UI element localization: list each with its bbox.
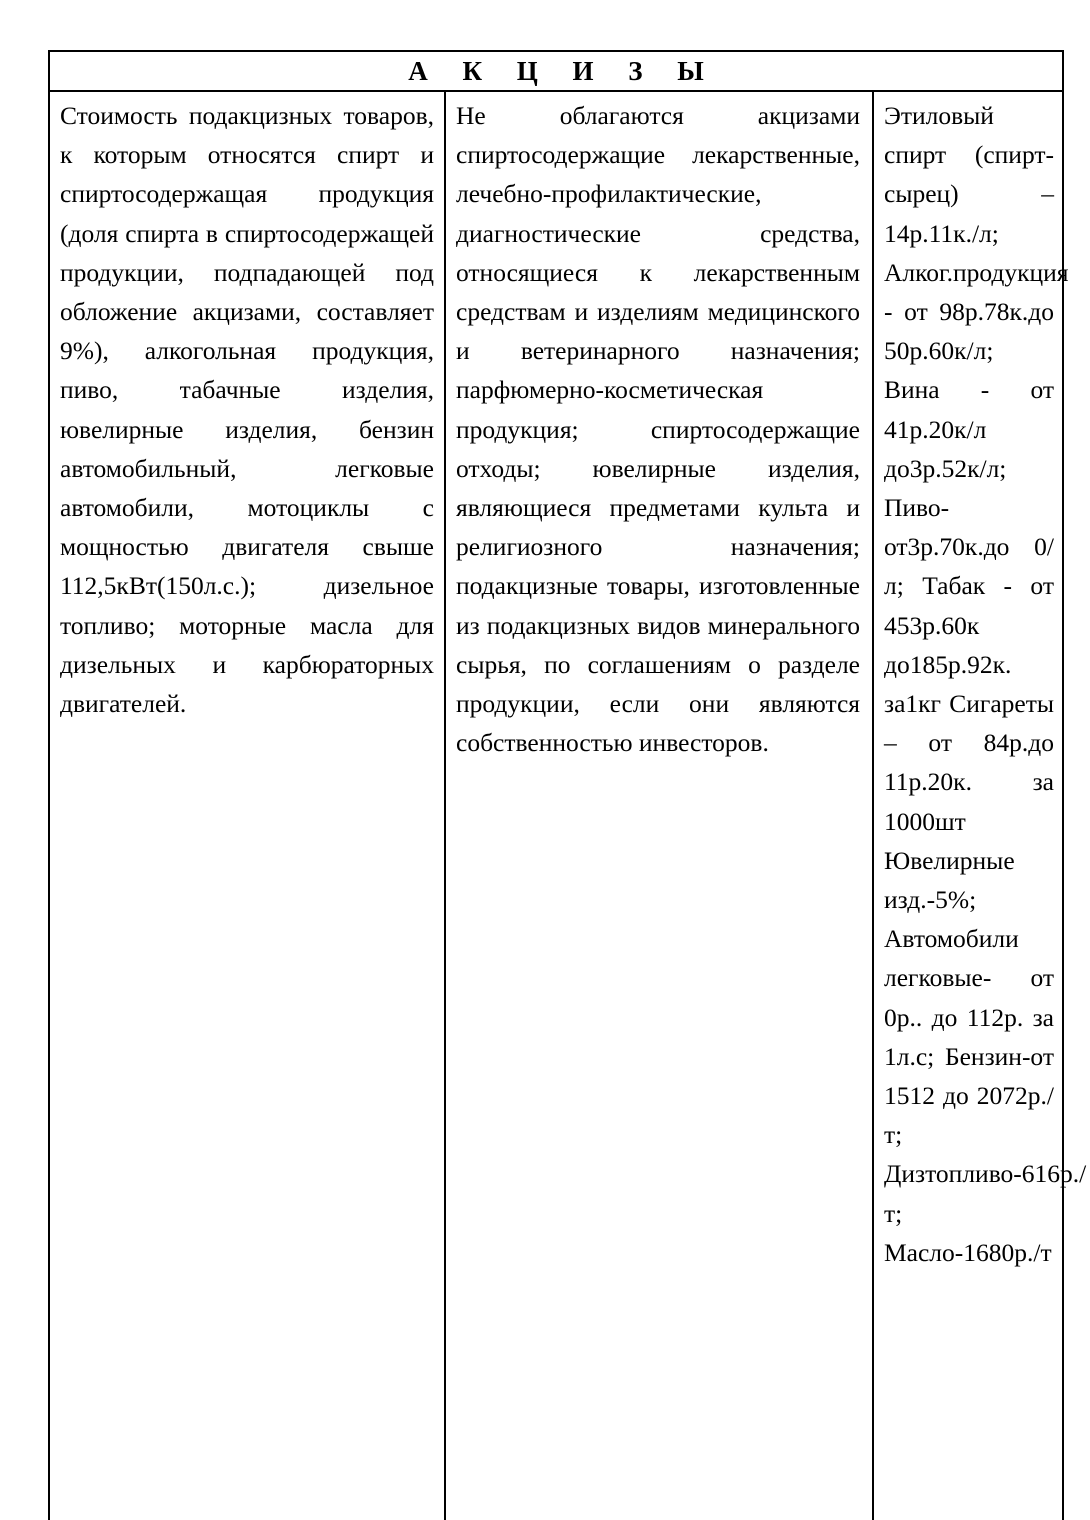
cell-rates-text: Этиловый спирт (спирт-сырец) – 14р.11к./л; Алког.продукция - от 98р.78к.до 50р.60к/л; Вина - от 41р.20к/л до3р.52к/л; Пиво-от3р.70к.до 0/л; Табак - от 453р.60к до185р.92к. за1кг Сигареты – от 84р.до 11р.20к. за 1000шт Ювелирные изд.-5%; Автомобили легковые- от 0р.. до 112р. за 1л.с; Бензин-от 1512 до 2072р./т; Дизтопливо-616р./т; Масло-1680р./т [884, 101, 1087, 1267]
cell-exemptions-text: Не облагаются акцизами спиртосодержащие лекарственные, лечебно-профилактические, диагностические средства, относящиеся к лекарственным средствам и изделиям медицинского и ветеринарного назначения; парфюмерно-косметическая продукция; спиртосодержащие отходы; ювелирные изделия, являющиеся предметами культа и религиозного назначения; подакцизные товары, изготовленные из подакцизных видов минерального сырья, по соглашениям о разделе продукции, если они являются собственностью инвесторов. [456, 101, 860, 758]
cell-exemptions [456, 96, 860, 762]
column-divider-2 [872, 92, 874, 1520]
cell-taxable-goods [60, 96, 434, 723]
table-title: А К Ц И З Ы [50, 52, 1062, 92]
cell-rates [884, 96, 1087, 1272]
column-divider-1 [444, 92, 446, 1520]
excise-table [48, 50, 1087, 1520]
cell-taxable-goods-text: Стоимость подакцизных товаров, к которым относятся спирт и спиртосодержащая продукция (доля спирта в спиртосодержащей продукции, подпадающей под обложение акцизами, составляет 9%), алкогольная продукция, пиво, табачные изделия, ювелирные изделия, бензин автомобильный, легковые автомобили, мотоциклы с мощностью двигателя свыше 112,5кВт(150л.с.); дизельное топливо; моторные масла для дизельных и карбюраторных двигателей. [60, 101, 434, 719]
